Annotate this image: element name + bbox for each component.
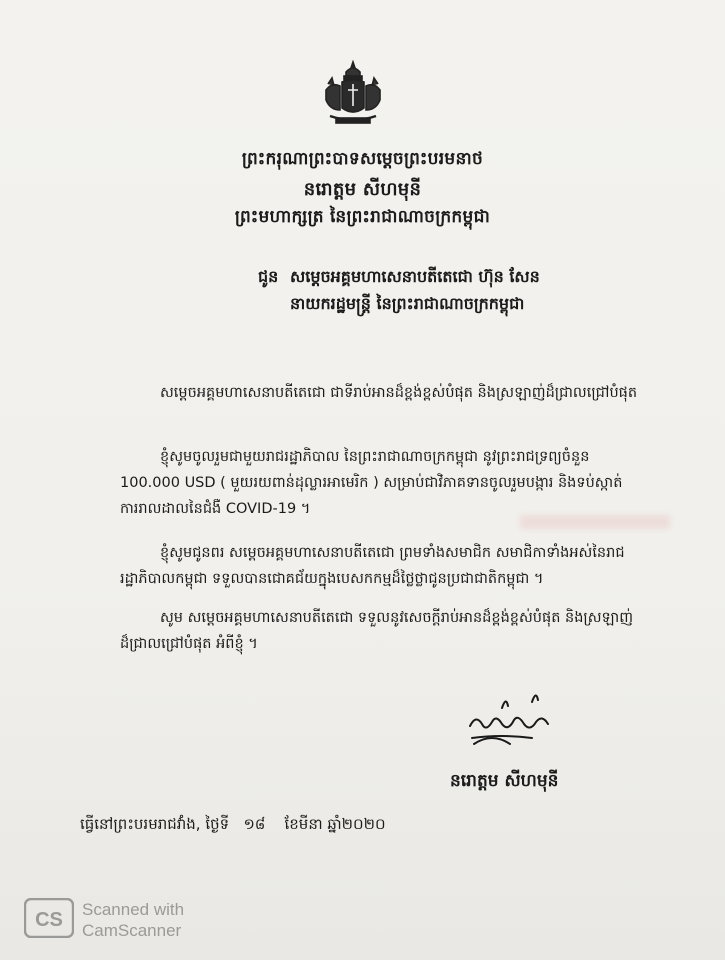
date-day: ១៨ bbox=[243, 815, 266, 833]
body-paragraph-greeting bbox=[120, 380, 640, 406]
recipient-name: សម្តេចអគ្គមហាសេនាបតីតេជោ ហ៊ុន សែន bbox=[290, 267, 540, 286]
recipient-label: ជូន bbox=[258, 267, 279, 286]
date-month-year: ខែមីនា ឆ្នាំ២០២០ bbox=[284, 815, 386, 833]
camscanner-watermark bbox=[82, 899, 184, 941]
handwritten-signature bbox=[462, 688, 572, 748]
dateline bbox=[80, 815, 386, 837]
recipient-title: នាយករដ្ឋមន្ត្រី នៃព្រះរាជាណាចក្រកម្ពុជា bbox=[290, 294, 525, 313]
body-paragraph-donation bbox=[120, 444, 640, 522]
letterhead-line-1: ព្រះករុណាព្រះបាទសម្តេចព្រះបរមនាថ bbox=[241, 149, 484, 169]
body-paragraph-wishes bbox=[120, 540, 640, 592]
paragraph-text: សូម សម្តេចអគ្គមហាសេនាបតីតេជោ ទទួលនូវសេចក្តីរាប់អានដ៏ខ្ពង់ខ្ពស់បំផុត និងស្រឡាញ់ដ៏ជ្រាលជ្រៅបំផុត អំពីខ្ញុំ ។ bbox=[120, 610, 634, 652]
paragraph-text: ខ្ញុំសូមជូនពរ សម្តេចអគ្គមហាសេនាបតីតេជោ ព្រមទាំងសមាជិក សមាជិកាទាំងអស់នៃរាជរដ្ឋាភិបាលកម្ពុជា ទទួលបានជោគជ័យក្នុងបេសកកម្មដ៏ថ្លៃថ្លាជូនប្រជាជាតិកម្ពុជា ។ bbox=[120, 545, 625, 587]
signatory-name: នរោត្តម សីហមុនី bbox=[450, 771, 559, 791]
royal-emblem-icon bbox=[318, 60, 388, 128]
paragraph-text: សម្តេចអគ្គមហាសេនាបតីតេជោ ជាទីរាប់អានដ៏ខ្ពង់ខ្ពស់បំផុត និងស្រឡាញ់ដ៏ជ្រាលជ្រៅបំផុត bbox=[160, 385, 638, 401]
letterhead-king-name: នរោត្តម សីហមុនី bbox=[303, 179, 422, 200]
paragraph-text: ខ្ញុំសូមចូលរួមជាមួយរាជរដ្ឋាភិបាល នៃព្រះរាជាណាចក្រកម្ពុជា នូវព្រះរាជទ្រព្យចំនួន 100.000 USD ( មួយរយពាន់ដុល្លារអាមេរិក ) សម្រាប់ជាវិភាគទានចូលរួមបង្ការ និងទប់ស្កាត់ការរាលដាលនៃជំងឺ COVID-19 ។ bbox=[120, 449, 623, 517]
watermark-line-1: Scanned with bbox=[82, 900, 185, 919]
watermark-line-2: CamScanner bbox=[82, 921, 182, 940]
camscanner-logo-icon bbox=[24, 898, 74, 938]
body-paragraph-closing bbox=[120, 605, 640, 657]
letterhead-line-3: ព្រះមហាក្សត្រ នៃព្រះរាជាណាចក្រកម្ពុជា bbox=[234, 207, 491, 227]
date-prefix: ធ្វើនៅព្រះបរមរាជវាំង, ថ្ងៃទី bbox=[80, 815, 230, 833]
camscanner-logo-text: CS bbox=[35, 909, 63, 931]
